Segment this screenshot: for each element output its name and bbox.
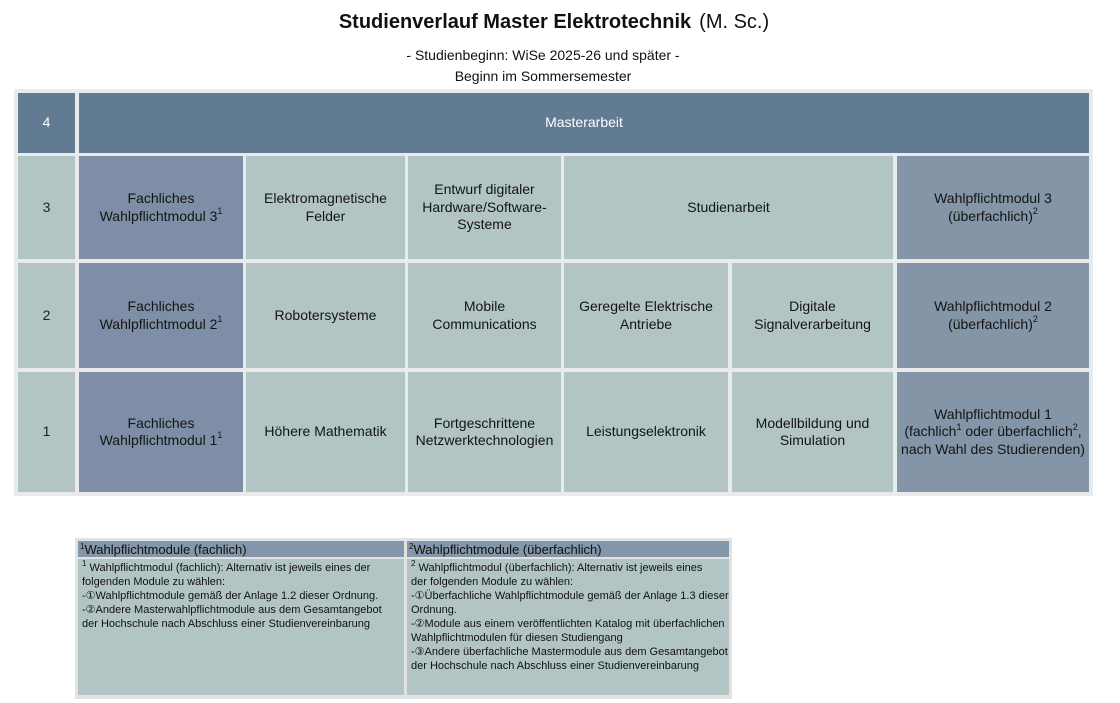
module-masterarbeit: Masterarbeit — [79, 93, 1089, 153]
module-label: Wahlpflichtmodul 2 — [934, 298, 1052, 314]
module-modellbildung-und-simulation: Modellbildung und Simulation — [732, 372, 893, 492]
footnote-marker: 1 — [82, 559, 87, 569]
footnote-line: der Hochschule nach Abschluss einer Studienvereinbarung — [82, 618, 371, 630]
footnote-text: Wahlpflichtmodul (fachlich): Alternativ ist jeweils eines der — [86, 562, 371, 574]
module-wahlpflichtmodul-2-ueberfachlich — [897, 263, 1089, 368]
footnote-heading-text: Wahlpflichtmodule (fachlich) — [84, 542, 247, 557]
footnote-marker: 1 — [80, 541, 85, 551]
footnote-line: Wahlpflichtmodulen für diesen Studiengang — [411, 632, 623, 644]
module-sublabel-b: oder überfachlich — [961, 423, 1073, 440]
semester-label-1: 1 — [18, 372, 75, 492]
semester-label-4: 4 — [18, 93, 75, 153]
footnote-line: -③Andere überfachliche Mastermodule aus dem Gesamtangebot — [411, 646, 728, 658]
footnote-line: Ordnung. — [411, 604, 457, 616]
module-sublabel: (überfachlich) — [948, 207, 1033, 224]
module-entwurf-digitaler-hw-sw-systeme: Entwurf digitaler Hardware/Software-Systeme — [408, 156, 561, 259]
module-label: Fachliches Wahlpflichtmodul 2 — [99, 298, 218, 332]
footnote-marker: 2 — [1032, 313, 1038, 324]
page-title — [0, 8, 1108, 36]
footnote-line — [82, 561, 402, 575]
module-mobile-communications: Mobile Communications — [408, 263, 561, 368]
footnote-table — [75, 538, 732, 699]
footnote-line: -①Wahlpflichtmodule gemäß der Anlage 1.2 dieser Ordnung. — [82, 590, 379, 602]
footnote-line: der Hochschule nach Abschluss einer Studienvereinbarung — [411, 660, 700, 672]
footnote-marker: 2 — [1072, 421, 1078, 432]
module-sublabel: (überfachlich) — [948, 315, 1033, 332]
footnote-heading-fachlich — [78, 541, 404, 557]
module-leistungselektronik: Leistungselektronik — [564, 372, 728, 492]
footnote-line: folgenden Module zu wählen: — [82, 576, 226, 588]
footnote-heading-text: Wahlpflichtmodule (überfachlich) — [413, 542, 602, 557]
module-fachliches-wahlpflichtmodul-2 — [79, 263, 243, 368]
subtitle-semester: Beginn im Sommersemester — [454, 68, 632, 84]
study-plan-grid — [14, 89, 1093, 496]
module-label: Wahlpflichtmodul 1 — [934, 405, 1052, 422]
module-label: Fachliches Wahlpflichtmodul 3 — [99, 190, 218, 224]
footnote-marker: 1 — [217, 313, 223, 324]
footnote-marker: 2 — [411, 559, 416, 569]
module-studienarbeit: Studienarbeit — [564, 156, 893, 259]
module-fachliches-wahlpflichtmodul-3 — [79, 156, 243, 259]
footnote-line: -②Andere Masterwahlpflichtmodule aus dem Gesamtangebot — [82, 604, 382, 616]
subtitle-start: - Studienbeginn: WiSe 2025-26 und später - — [406, 47, 680, 63]
module-sublabel-a: (fachlich — [904, 423, 957, 440]
footnote-marker: 1 — [217, 205, 223, 216]
footnote-line: -②Module aus einem veröffentlichten Katalog mit überfachlichen — [411, 618, 725, 630]
footnote-marker: 2 — [1032, 205, 1038, 216]
semester-label-2: 2 — [18, 263, 75, 368]
module-geregelte-elektrische-antriebe: Geregelte Elektrische Antriebe — [564, 263, 728, 368]
module-wahlpflichtmodul-3-ueberfachlich — [897, 156, 1089, 259]
module-hoehere-mathematik: Höhere Mathematik — [246, 372, 405, 492]
module-robotersysteme: Robotersysteme — [246, 263, 405, 368]
module-sublabel-c: , — [1077, 423, 1082, 440]
footnote-heading-ueberfachlich — [407, 541, 729, 557]
footnote-line — [411, 561, 727, 575]
module-wahlpflichtmodul-1 — [897, 372, 1089, 492]
footnote-line: -①Überfachliche Wahlpflichtmodule gemäß der Anlage 1.3 dieser — [411, 590, 729, 602]
footnote-body-fachlich — [78, 559, 404, 695]
title-main: Studienverlauf Master Elektrotechnik — [338, 11, 692, 33]
footnote-marker: 1 — [956, 421, 962, 432]
module-digitale-signalverarbeitung: Digitale Signalverarbeitung — [732, 263, 893, 368]
module-label: Fachliches Wahlpflichtmodul 1 — [99, 414, 218, 448]
footnote-text: Wahlpflichtmodul (überfachlich): Alternativ ist jeweils eines — [415, 562, 703, 574]
module-sublabel-line3: nach Wahl des Studierenden) — [901, 440, 1085, 457]
footnote-line: der folgenden Module zu wählen: — [411, 576, 574, 588]
semester-label-3: 3 — [18, 156, 75, 259]
footnote-marker: 1 — [217, 430, 223, 441]
footnote-body-ueberfachlich — [407, 559, 729, 695]
module-elektromagnetische-felder: Elektromagnetische Felder — [246, 156, 405, 259]
footnote-marker: 2 — [409, 541, 414, 551]
module-label: Wahlpflichtmodul 3 — [934, 190, 1052, 206]
module-fachliches-wahlpflichtmodul-1 — [79, 372, 243, 492]
title-degree: (M. Sc.) — [699, 11, 770, 33]
module-fortgeschrittene-netzwerktechnologien: Fortgeschrittene Netzwerktechnologien — [408, 372, 561, 492]
